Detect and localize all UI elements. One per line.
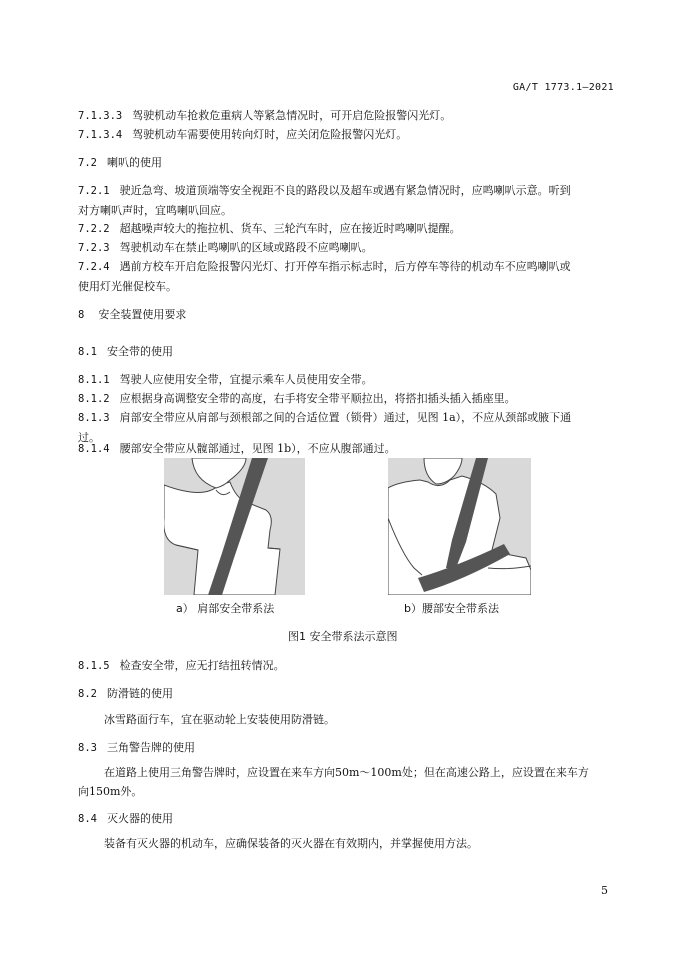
clause-8-1-3: 8.1.3 肩部安全带应从肩部与颈根部之间的合适位置（锁骨）通过，见图 1a），不应从颈部或腋下通 过。 [78,411,572,444]
section-heading-8: 8 安全装置使用要求 [78,308,187,321]
paragraph-8-3-continuation: 向150m外。 [78,785,143,798]
clause-7-2-3: 7.2.3 驾驶机动车在禁止鸣喇叭的区域或路段不应鸣喇叭。 [78,241,373,254]
clause-7-1-3-4: 7.1.3.4 驾驶机动车需要使用转向灯时，应关闭危险报警闪光灯。 [78,128,408,141]
figure-1b-label: b）腰部安全带系法 [404,602,499,615]
section-heading-8-2: 8.2 防滑链的使用 [78,687,173,700]
lap-belt-illustration [388,458,531,595]
paragraph-8-2: 冰雪路面行车，宜在驱动轮上安装使用防滑链。 [104,713,335,726]
figure-1-caption: 图1 安全带系法示意图 [288,630,398,643]
standard-code: GA/T 1773.1—2021 [512,82,614,93]
clause-8-1-2: 8.1.2 应根据身高调整安全带的高度，右手将安全带平顺拉出，将搭扣插头插入插座里。 [78,392,516,405]
clause-7-2-4: 7.2.4 遇前方校车开启危险报警闪光灯、打开停车指示标志时，后方停车等待的机动车不应鸣喇叭或 使用灯光催促校车。 [78,260,571,293]
section-heading-8-3: 8.3 三角警告牌的使用 [78,741,195,754]
paragraph-8-3: 在道路上使用三角警告牌时，应设置在来车方向50m～100m处；但在高速公路上，应设置在来车方 [104,766,589,779]
shoulder-belt-illustration [164,458,305,595]
figure-1a-label: a） 肩部安全带系法 [176,602,275,615]
clause-8-1-5: 8.1.5 检查安全带，应无打结扭转情况。 [78,659,285,672]
section-heading-8-1: 8.1 安全带的使用 [78,345,173,358]
clause-7-1-3-3: 7.1.3.3 驾驶机动车抢救危重病人等紧急情况时，可开启危险报警闪光灯。 [78,109,452,122]
clause-7-2-1: 7.2.1 驶近急弯、坡道顶端等安全视距不良的路段以及超车或遇有紧急情况时，应鸣喇叭示意。听到 对方喇叭声时，宜鸣喇叭回应。 [78,184,571,217]
clause-8-1-1: 8.1.1 驾驶人应使用安全带，宜提示乘车人员使用安全带。 [78,373,373,386]
clause-8-1-4: 8.1.4 腰部安全带应从髋部通过，见图 1b），不应从腹部通过。 [78,442,396,455]
clause-7-2-2: 7.2.2 超越噪声较大的拖拉机、货车、三轮汽车时，应在接近时鸣喇叭提醒。 [78,222,461,235]
section-heading-7-2: 7.2 喇叭的使用 [78,156,162,169]
page-number: 5 [601,884,608,897]
paragraph-8-4: 装备有灭火器的机动车，应确保装备的灭火器在有效期内，并掌握使用方法。 [104,837,478,850]
section-heading-8-4: 8.4 灭火器的使用 [78,812,173,825]
